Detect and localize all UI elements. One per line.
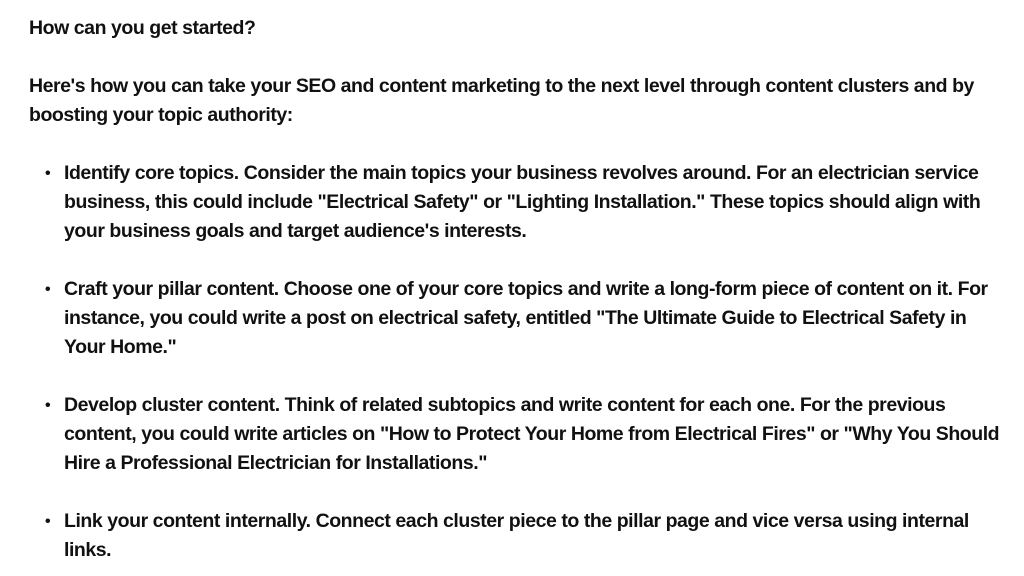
article-body [29,14,1004,565]
list-item [29,275,1004,362]
step-text: Link your content internally. Connect each cluster piece to the pillar page and vice versa using internal links. [64,510,969,561]
steps-list [29,159,1004,565]
step-text: Develop cluster content. Think of related subtopics and write content for each one. For the previous content, you could write articles on "How to Protect Your Home from Electrical Fires" or "Why You Should Hire a Professional Electrician for Installations." [64,394,1000,474]
step-text: Identify core topics. Consider the main topics your business revolves around. For an electrician service business, this could include "Electrical Safety" or "Lighting Installation." These topics should align with your business goals and target audience's interests. [64,162,981,242]
bullet-icon: • [45,281,51,298]
list-item [29,391,1004,478]
section-heading: How can you get started? [29,17,256,39]
bullet-icon: • [45,165,51,182]
list-item [29,159,1004,246]
intro-paragraph: Here's how you can take your SEO and content marketing to the next level through content clusters and by boosting your topic authority: [29,75,974,126]
bullet-icon: • [45,513,51,530]
step-text: Craft your pillar content. Choose one of your core topics and write a long-form piece of content on it. For instance, you could write a post on electrical safety, entitled "The Ultimate Guide to Electrical Safety in Your Home." [64,278,988,358]
bullet-icon: • [45,397,51,414]
list-item [29,507,1004,565]
